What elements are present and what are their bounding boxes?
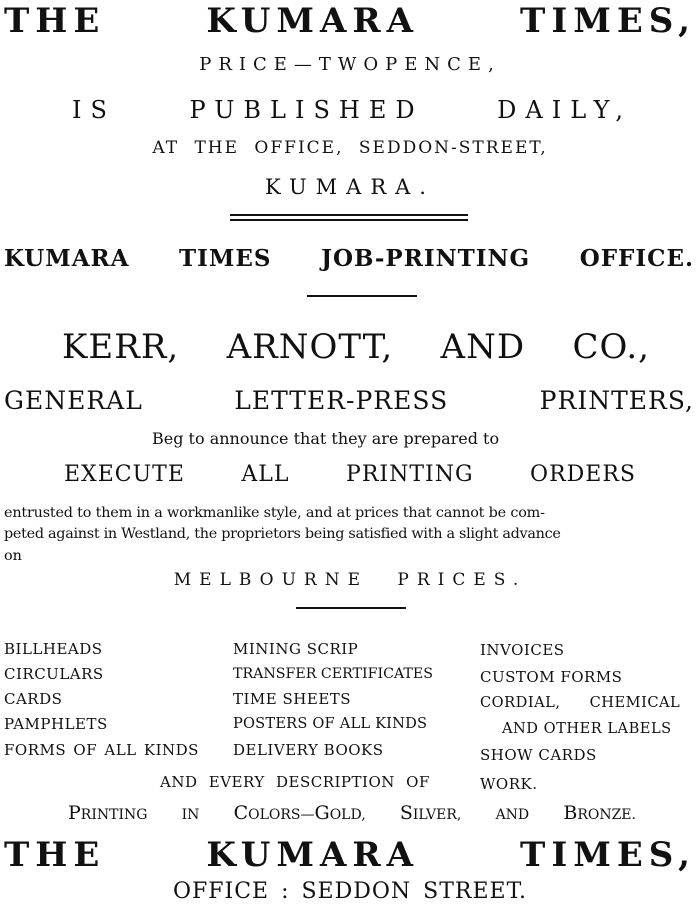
execute-word-printing: PRINTING — [346, 462, 474, 487]
service-item: DELIVERY BOOKS — [233, 741, 384, 759]
service-item: FORMS OF ALL KINDS — [4, 741, 199, 759]
execute-line — [64, 464, 636, 486]
footer-word-the: THE — [4, 835, 106, 875]
firm-trade — [4, 388, 694, 413]
colors-word-cap: B — [563, 802, 578, 824]
office-address-line: AT THE OFFICE, SEDDON-STREET, — [152, 138, 548, 158]
service-item: POSTERS OF ALL KINDS — [233, 715, 428, 732]
service-item: AND OTHER LABELS — [502, 720, 672, 737]
execute-word-all: ALL — [241, 462, 290, 487]
service-item: CUSTOM FORMS — [480, 668, 623, 686]
short-rule-2 — [296, 607, 406, 609]
colors-word-bronze — [563, 804, 636, 823]
firm-word-arnott: ARNOTT, — [226, 327, 394, 367]
service-item: TRANSFER CERTIFICATES — [233, 666, 433, 682]
colors-word-in — [182, 804, 200, 823]
job-office-heading — [4, 247, 694, 270]
footer-word-times: TIMES, — [520, 835, 696, 875]
masthead-word-the: THE — [4, 1, 106, 41]
colors-word-cap: P — [68, 802, 81, 824]
firm-name — [62, 327, 650, 367]
printing-colors-line — [68, 804, 636, 823]
firm-word-co: CO., — [572, 327, 650, 367]
service-item: SHOW CARDS — [480, 746, 597, 764]
footer-word-kumara: KUMARA — [206, 835, 420, 875]
colors-word-rest: OLD, — [329, 807, 366, 823]
colors-word-rest: RINTING — [80, 807, 148, 823]
service-item: BILLHEADS — [4, 640, 103, 658]
firm-word-kerr: KERR, — [62, 327, 180, 367]
footer-title — [4, 835, 696, 875]
work-line: WORK. — [480, 775, 538, 793]
masthead-title — [4, 1, 696, 41]
double-rule-bottom — [230, 219, 468, 221]
published-line — [72, 98, 632, 122]
execute-word-orders: ORDERS — [530, 462, 636, 487]
job-word-times: TIMES — [179, 245, 272, 272]
execute-word-execute: EXECUTE — [64, 462, 185, 487]
every-description-line: AND EVERY DESCRIPTION OF — [160, 773, 430, 791]
service-item: CIRCULARS — [4, 665, 104, 683]
body-line-2: peted against in Westland, the proprietors being satisfied with a slight advance — [4, 526, 561, 542]
trade-word-printers: PRINTERS, — [539, 386, 694, 415]
job-word-job-printing: JOB-PRINTING — [321, 245, 531, 272]
published-word-daily: DAILY, — [497, 96, 632, 124]
colors-word-cap: C — [233, 802, 249, 824]
trade-word-letter-press: LETTER-PRESS — [234, 386, 449, 415]
firm-word-and: AND — [440, 327, 526, 367]
service-item: CORDIAL, CHEMICAL — [480, 694, 681, 711]
service-item: PAMPHLETS — [4, 715, 108, 733]
service-item: MINING SCRIP — [233, 640, 359, 658]
announce-line: Beg to announce that they are prepared to — [152, 429, 500, 448]
service-item: INVOICES — [480, 641, 565, 659]
colors-word-printing — [68, 804, 147, 823]
service-item: CARDS — [4, 690, 63, 708]
price-line: PRICE—TWOPENCE, — [199, 54, 501, 75]
job-word-office: OFFICE. — [579, 245, 694, 272]
masthead-word-kumara: KUMARA — [206, 1, 420, 41]
colors-word-and — [496, 804, 530, 823]
short-rule-1 — [307, 295, 417, 297]
footer-office-line: OFFICE : SEDDON STREET. — [172, 879, 528, 904]
body-line-3: on — [4, 548, 22, 564]
published-word-published: PUBLISHED — [189, 96, 424, 124]
colors-word-silver — [400, 804, 462, 823]
colors-word-rest: ILVER, — [412, 807, 462, 823]
service-item: TIME SHEETS — [233, 690, 352, 708]
colors-word-rest: AND — [495, 807, 530, 823]
town-line: KUMARA. — [265, 175, 435, 199]
melbourne-prices-line: MELBOURNE PRICES. — [173, 570, 527, 590]
masthead-word-times: TIMES, — [520, 1, 696, 41]
colors-word-rest: IN — [181, 807, 200, 823]
colors-word-cap: S — [399, 802, 413, 824]
job-word-kumara: KUMARA — [4, 245, 130, 272]
published-word-is: IS — [72, 96, 116, 124]
body-line-1: entrusted to them in a workmanlike style, and at prices that cannot be com- — [4, 505, 545, 521]
colors-word-cap: G — [314, 802, 330, 824]
colors-word-rest: OLORS— — [248, 807, 315, 823]
colors-word-colors — [234, 804, 366, 823]
colors-word-rest: RONZE. — [577, 807, 636, 823]
trade-word-general: GENERAL — [4, 386, 143, 415]
double-rule-top — [230, 214, 468, 216]
